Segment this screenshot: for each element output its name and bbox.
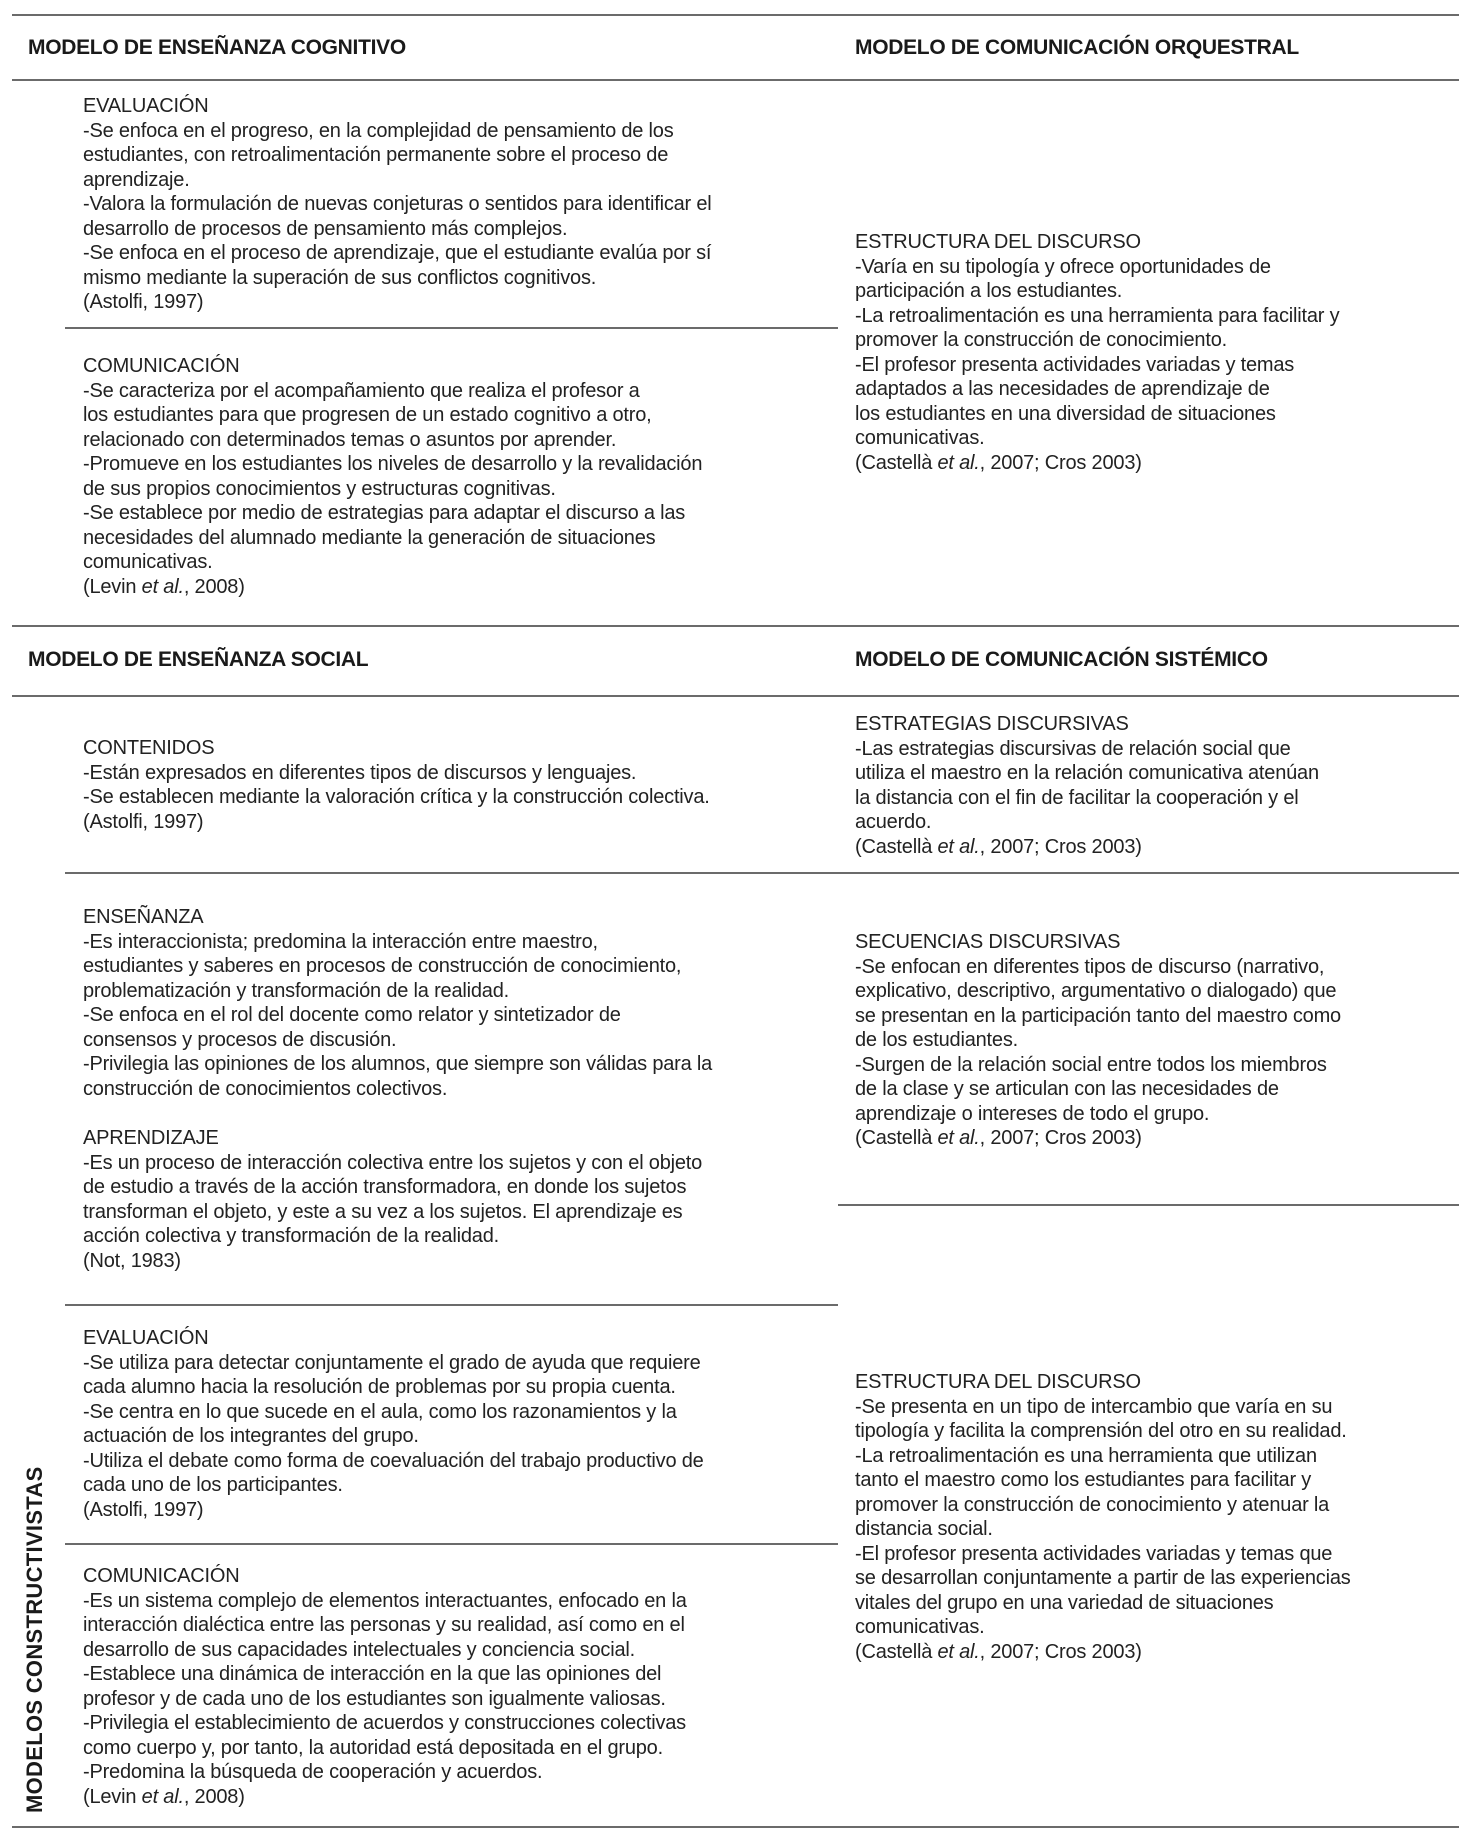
block-line: -Es interaccionista; predomina la interacción entre maestro, bbox=[83, 930, 598, 953]
rule-right-secuencias bbox=[838, 1204, 1459, 1206]
citation-author: (Castellà bbox=[855, 1640, 938, 1663]
block-title: ESTRUCTURA DEL DISCURSO bbox=[855, 231, 1141, 253]
block-line: se desarrollan conjuntamente a partir de las experiencias bbox=[855, 1567, 1351, 1589]
block-line: vitales del grupo en una variedad de situaciones bbox=[855, 1591, 1274, 1614]
citation bbox=[83, 1785, 687, 1810]
header-social-teaching-model: MODELO DE ENSEÑANZA SOCIAL bbox=[28, 648, 369, 671]
citation-author: (Astolfi, 1997) bbox=[83, 810, 204, 833]
rule-left-aprendizaje bbox=[65, 1304, 838, 1306]
citation bbox=[83, 575, 702, 600]
block-line: relacionado con determinados temas o asuntos por aprender. bbox=[83, 428, 617, 451]
block-title: ESTRATEGIAS DISCURSIVAS bbox=[855, 713, 1129, 735]
block-line: estudiantes, con retroalimentación permanente sobre el proceso de bbox=[83, 144, 669, 166]
citation-author: (Levin bbox=[83, 575, 142, 598]
block-line: construcción de conocimientos colectivos. bbox=[83, 1077, 448, 1100]
block-line: -La retroalimentación es una herramienta que utilizan bbox=[855, 1444, 1317, 1467]
citation-year: , 2007; Cros 2003) bbox=[979, 451, 1142, 474]
citation-author: (Castellà bbox=[855, 451, 938, 474]
rule-left-evaluacion bbox=[65, 1543, 838, 1545]
block-line: aprendizaje o intereses de todo el grupo. bbox=[855, 1102, 1210, 1125]
citation-year: , 2007; Cros 2003) bbox=[979, 1127, 1142, 1149]
block-line: participación a los estudiantes. bbox=[855, 280, 1123, 302]
citation-et-al: et al. bbox=[937, 835, 980, 858]
citation-et-al: et al. bbox=[141, 575, 184, 598]
block-line: se presentan en la participación tanto del maestro como bbox=[855, 1004, 1341, 1027]
block-title: ESTRUCTURA DEL DISCURSO bbox=[855, 1371, 1141, 1393]
block-line: explicativo, descriptivo, argumentativo o dialogado) que bbox=[855, 980, 1337, 1002]
block-title: APRENDIZAJE bbox=[83, 1127, 219, 1149]
header-orchestral-communication-model: MODELO DE COMUNICACIÓN ORQUESTRAL bbox=[855, 36, 1299, 59]
block-line: de sus propios conocimientos y estructuras cognitivas. bbox=[83, 477, 556, 500]
block-line: cada alumno hacia la resolución de problemas por su propia cuenta. bbox=[83, 1376, 676, 1398]
block-line: -Se centra en lo que sucede en el aula, como los razonamientos y la bbox=[83, 1400, 677, 1423]
citation bbox=[855, 1640, 1351, 1665]
block-line: como cuerpo y, por tanto, la autoridad está depositada en el grupo. bbox=[83, 1736, 663, 1759]
block-line: -Las estrategias discursivas de relación social que bbox=[855, 737, 1291, 760]
block-line: utiliza el maestro en la relación comunicativa atenúan bbox=[855, 762, 1319, 784]
block-social-learning bbox=[83, 1126, 702, 1273]
block-title: ENSEÑANZA bbox=[83, 906, 204, 928]
block-line: acuerdo. bbox=[855, 811, 932, 833]
block-line: problematización y transformación de la realidad. bbox=[83, 979, 509, 1002]
block-line: desarrollo de sus capacidades intelectuales y conciencia social. bbox=[83, 1638, 635, 1661]
block-line: -La retroalimentación es una herramienta para facilitar y bbox=[855, 304, 1340, 327]
block-line: -Se establece por medio de estrategias para adaptar el discurso a las bbox=[83, 502, 686, 524]
citation-et-al: et al. bbox=[141, 1785, 184, 1808]
block-title: COMUNICACIÓN bbox=[83, 355, 240, 377]
block-line: -Surgen de la relación social entre todos los miembros bbox=[855, 1053, 1327, 1076]
block-line: mismo mediante la superación de sus conflictos cognitivos. bbox=[83, 266, 597, 289]
block-line: de los estudiantes. bbox=[855, 1029, 1018, 1051]
block-line: acción colectiva y transformación de la realidad. bbox=[83, 1225, 499, 1247]
block-line: transforman el objeto, y este a su vez a los sujetos. El aprendizaje es bbox=[83, 1200, 683, 1223]
block-title: EVALUACIÓN bbox=[83, 1327, 209, 1349]
citation-year: , 2008) bbox=[183, 1785, 245, 1808]
block-line: cada uno de los participantes. bbox=[83, 1474, 343, 1496]
block-line: de la clase y se articulan con las necesidades de bbox=[855, 1078, 1279, 1100]
block-cognitive-evaluation bbox=[83, 94, 712, 315]
citation-et-al: et al. bbox=[937, 1640, 980, 1663]
block-line: necesidades del alumnado mediante la generación de situaciones bbox=[83, 526, 656, 549]
block-line: aprendizaje. bbox=[83, 168, 190, 191]
rule-header-2 bbox=[12, 695, 1459, 697]
block-line: -Predomina la búsqueda de cooperación y acuerdos. bbox=[83, 1761, 543, 1783]
citation-author: (Castellà bbox=[855, 835, 938, 858]
block-line: la distancia con el fin de facilitar la cooperación y el bbox=[855, 786, 1299, 809]
citation-author: (Castellà bbox=[855, 1127, 938, 1149]
rule-row-contenidos bbox=[65, 872, 1459, 874]
block-line: -Están expresados en diferentes tipos de discursos y lenguajes. bbox=[83, 761, 637, 784]
block-line: -Se enfocan en diferentes tipos de discurso (narrativo, bbox=[855, 955, 1325, 978]
block-social-evaluation bbox=[83, 1326, 704, 1522]
block-line: -Valora la formulación de nuevas conjeturas o sentidos para identificar el bbox=[83, 193, 712, 215]
block-line: -Establece una dinámica de interacción en la que las opiniones del bbox=[83, 1663, 662, 1685]
citation-author: (Astolfi, 1997) bbox=[83, 1498, 204, 1521]
rule-header-1 bbox=[12, 79, 1459, 81]
block-line: de estudio a través de la acción transformadora, en donde los sujetos bbox=[83, 1176, 687, 1198]
citation-et-al: et al. bbox=[937, 451, 980, 474]
block-line: -Varía en su tipología y ofrece oportunidades de bbox=[855, 255, 1271, 278]
block-line: los estudiantes en una diversidad de situaciones bbox=[855, 402, 1276, 425]
block-line: interacción dialéctica entre las personas y su realidad, así como en el bbox=[83, 1614, 685, 1636]
citation-author: (Not, 1983) bbox=[83, 1249, 181, 1272]
block-line: los estudiantes para que progresen de un estado cognitivo a otro, bbox=[83, 404, 652, 426]
citation-year: , 2008) bbox=[183, 575, 245, 598]
block-line: tanto el maestro como los estudiantes para facilitar y bbox=[855, 1469, 1312, 1491]
block-title: SECUENCIAS DISCURSIVAS bbox=[855, 931, 1121, 953]
block-social-contents bbox=[83, 736, 710, 834]
block-line: estudiantes y saberes en procesos de construcción de conocimiento, bbox=[83, 955, 682, 977]
block-line: adaptados a las necesidades de aprendizaje de bbox=[855, 378, 1270, 400]
block-line: distancia social. bbox=[855, 1518, 993, 1540]
block-line: -Se utiliza para detectar conjuntamente el grado de ayuda que requiere bbox=[83, 1351, 701, 1374]
citation-year: , 2007; Cros 2003) bbox=[979, 835, 1142, 858]
block-line: -Se enfoca en el proceso de aprendizaje, que el estudiante evalúa por sí bbox=[83, 242, 712, 264]
block-line: promover la construcción de conocimiento y atenuar la bbox=[855, 1493, 1330, 1516]
block-line: tipología y facilita la comprensión del otro en su realidad. bbox=[855, 1420, 1347, 1442]
citation bbox=[855, 451, 1339, 476]
header-systemic-communication-model: MODELO DE COMUNICACIÓN SISTÉMICO bbox=[855, 648, 1268, 671]
citation bbox=[83, 1498, 704, 1523]
block-line: -Es un sistema complejo de elementos interactuantes, enfocado en la bbox=[83, 1589, 687, 1612]
block-line: comunicativas. bbox=[83, 551, 213, 573]
rule-top bbox=[12, 14, 1459, 16]
block-systemic-discursive-strategies bbox=[855, 712, 1319, 859]
block-line: -Promueve en los estudiantes los niveles de desarrollo y la revalidación bbox=[83, 453, 703, 475]
block-systemic-discursive-sequences bbox=[855, 930, 1341, 1151]
block-line: -Se enfoca en el rol del docente como relator y sintetizador de bbox=[83, 1004, 621, 1026]
citation-author: (Levin bbox=[83, 1785, 142, 1808]
block-line: -El profesor presenta actividades variadas y temas bbox=[855, 353, 1295, 376]
block-line: -Se presenta en un tipo de intercambio que varía en su bbox=[855, 1395, 1333, 1418]
citation bbox=[83, 290, 712, 315]
block-line: desarrollo de procesos de pensamiento más complejos. bbox=[83, 217, 568, 240]
block-line: -Se enfoca en el progreso, en la complejidad de pensamiento de los bbox=[83, 119, 674, 142]
block-title: COMUNICACIÓN bbox=[83, 1565, 240, 1587]
rule-left-1 bbox=[65, 327, 838, 329]
rule-bottom bbox=[12, 1826, 1459, 1828]
block-title: CONTENIDOS bbox=[83, 737, 215, 759]
block-line: comunicativas. bbox=[855, 1616, 985, 1638]
rule-section-2 bbox=[12, 625, 1459, 627]
block-systemic-discourse-structure bbox=[855, 1370, 1351, 1664]
citation bbox=[855, 835, 1319, 860]
citation-et-al: et al. bbox=[937, 1127, 980, 1149]
header-cognitive-teaching-model: MODELO DE ENSEÑANZA COGNITIVO bbox=[28, 36, 406, 59]
block-line: -Utiliza el debate como forma de coevaluación del trabajo productivo de bbox=[83, 1449, 704, 1472]
block-line: -Es un proceso de interacción colectiva entre los sujetos y con el objeto bbox=[83, 1151, 703, 1174]
block-orchestral-discourse-structure bbox=[855, 230, 1339, 475]
block-line: -El profesor presenta actividades variadas y temas que bbox=[855, 1542, 1333, 1565]
block-line: actuación de los integrantes del grupo. bbox=[83, 1425, 419, 1447]
block-line: comunicativas. bbox=[855, 427, 985, 449]
block-line: -Se establecen mediante la valoración crítica y la construcción colectiva. bbox=[83, 786, 710, 808]
block-title: EVALUACIÓN bbox=[83, 95, 209, 117]
block-line: promover la construcción de conocimiento. bbox=[855, 329, 1227, 351]
block-line: -Privilegia las opiniones de los alumnos, que siempre son válidas para la bbox=[83, 1053, 713, 1075]
block-line: consensos y procesos de discusión. bbox=[83, 1028, 397, 1051]
citation-author: (Astolfi, 1997) bbox=[83, 291, 204, 313]
block-line: -Privilegia el establecimiento de acuerdos y construcciones colectivas bbox=[83, 1712, 686, 1734]
block-social-teaching bbox=[83, 905, 712, 1101]
side-label-constructivist-models: MODELOS CONSTRUCTIVISTAS bbox=[22, 1466, 47, 1813]
block-cognitive-communication bbox=[83, 354, 702, 599]
block-social-communication bbox=[83, 1564, 687, 1809]
citation-year: , 2007; Cros 2003) bbox=[979, 1640, 1142, 1663]
citation bbox=[83, 810, 710, 835]
citation bbox=[83, 1249, 702, 1274]
block-line: profesor y de cada uno de los estudiantes son igualmente valiosas. bbox=[83, 1687, 666, 1710]
citation bbox=[855, 1126, 1341, 1151]
block-line: -Se caracteriza por el acompañamiento que realiza el profesor a bbox=[83, 379, 640, 402]
